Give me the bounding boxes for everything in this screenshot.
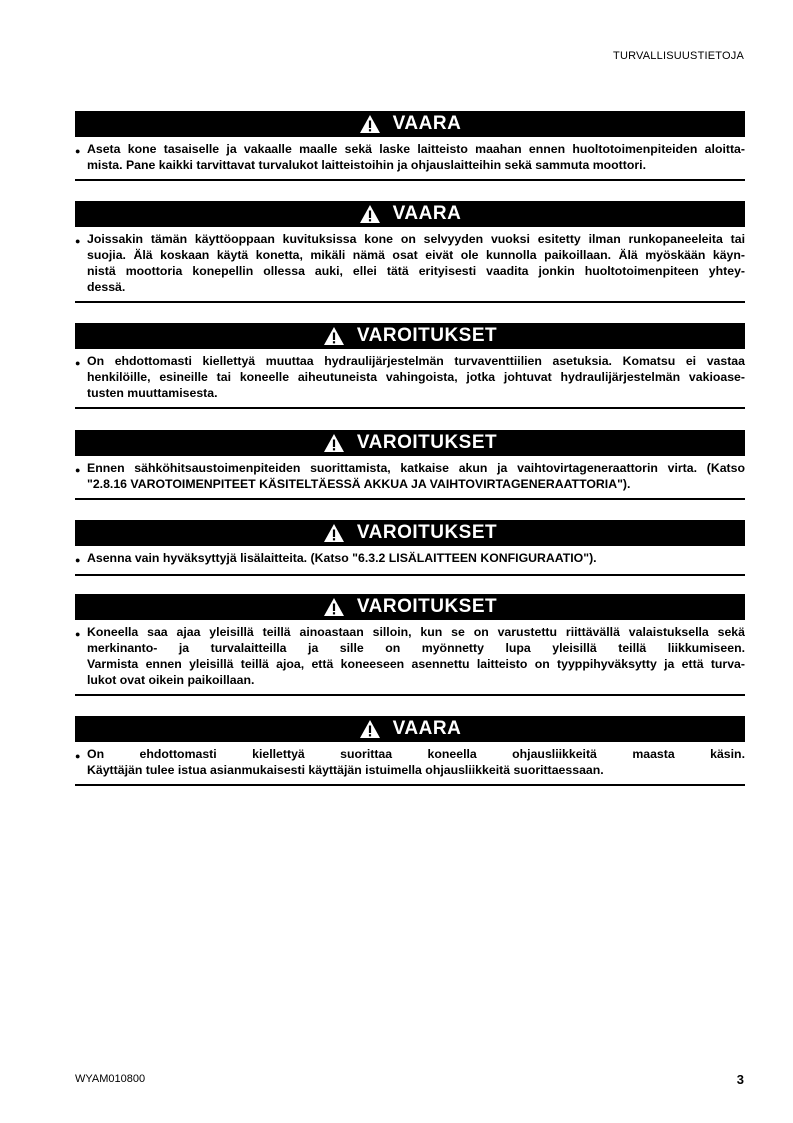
notice-text-line: tusten muuttamisesta.: [87, 386, 218, 400]
notice-text-line: merkinanto- ja turvalaitteilla ja sille on myönnetty lupa yleisillä teillä liikkumiseen.: [87, 641, 745, 655]
warning-triangle-icon: [323, 597, 345, 617]
notice-label: VAARA: [392, 113, 462, 134]
document-code: WYAM010800: [75, 1073, 146, 1085]
notice-body: [75, 137, 745, 179]
warning-triangle-icon: [359, 719, 381, 739]
notice-box: [75, 111, 745, 181]
notice-text-line: dessä.: [87, 280, 126, 294]
notice-header: [75, 520, 745, 546]
bullet-item: [75, 550, 745, 568]
notice-body: [75, 546, 745, 574]
warning-triangle-icon: [323, 523, 345, 543]
bullet-icon: ●: [75, 146, 81, 156]
warning-triangle-icon: [323, 433, 345, 453]
notice-header: [75, 594, 745, 620]
bullet-icon: ●: [75, 465, 81, 475]
notice-text-line: Varmista ennen yleisillä teillä ajoa, että koneeseen asennettu laitteisto on tyyppihyväksytty ja että turva-: [87, 657, 745, 671]
bullet-item: [75, 460, 745, 492]
notice-header: [75, 201, 745, 227]
bullet-icon: ●: [75, 555, 81, 565]
warning-triangle-icon: [359, 114, 381, 134]
notice-text-line: Asenna vain hyväksyttyjä lisälaitteita. (Katso "6.3.2 LISÄLAITTEEN KONFIGURAATIO").: [87, 551, 597, 565]
notice-label: VAROITUKSET: [356, 432, 498, 453]
notice-box: [75, 323, 745, 409]
bullet-icon: ●: [75, 629, 81, 639]
bullet-icon: ●: [75, 358, 81, 368]
notice-label: VAARA: [392, 718, 462, 739]
notice-header: [75, 323, 745, 349]
notice-label: VAROITUKSET: [356, 325, 498, 346]
bullet-item: [75, 141, 745, 173]
notice-box: [75, 594, 745, 696]
notice-label: VAARA: [392, 203, 462, 224]
bullet-item: [75, 746, 745, 778]
notice-box: [75, 430, 745, 500]
notice-text-line: Ennen sähköhitsaustoimenpiteiden suorittamista, katkaise akun ja vaihtovirtageneraattorin virta. (Katso: [87, 461, 745, 475]
notice-box: [75, 520, 745, 576]
page-header-title: TURVALLISUUSTIETOJA: [613, 50, 744, 62]
notice-text-line: Koneella saa ajaa yleisillä teillä ainoastaan silloin, kun se on varustettu riittävällä valaistuksella sekä: [87, 625, 745, 639]
page-number: 3: [736, 1072, 744, 1087]
notice-body: [75, 349, 745, 407]
notice-box: [75, 201, 745, 303]
notice-text-line: Aseta kone tasaiselle ja vakaalle maalle sekä laske laitteisto maahan ennen huoltotoimenpiteiden aloitta-: [87, 142, 745, 156]
notice-label: VAROITUKSET: [356, 596, 498, 617]
notice-text-line: On ehdottomasti kiellettyä suorittaa koneella ohjausliikkeitä maasta käsin.: [87, 747, 745, 761]
notice-text-line: Joissakin tämän käyttöoppaan kuvituksissa kone on selvyyden vuoksi esitetty ilman runkopaneeleita tai: [87, 232, 745, 246]
warning-triangle-icon: [323, 326, 345, 346]
notice-text-line: lukot ovat oikein paikoillaan.: [87, 673, 255, 687]
notice-body: [75, 742, 745, 784]
notice-text-line: suojia. Älä koskaan käytä konetta, mikäli nämä osat eivät ole kunnolla paikoillaan. Älä myöskään käyn-: [87, 248, 745, 262]
bullet-item: [75, 624, 745, 688]
notice-body: [75, 227, 745, 301]
bullet-icon: ●: [75, 236, 81, 246]
notice-text-line: On ehdottomasti kiellettyä muuttaa hydraulijärjestelmän turvaventtiilien asetuksia. Komatsu ei vastaa: [87, 354, 745, 368]
bullet-item: [75, 231, 745, 295]
notice-body: [75, 456, 745, 498]
notice-header: [75, 111, 745, 137]
bullet-item: [75, 353, 745, 401]
notice-body: [75, 620, 745, 694]
notice-text-line: Käyttäjän tulee istua asianmukaisesti käyttäjän istuimella ohjausliikkeitä suorittaessaan.: [87, 763, 604, 777]
bullet-icon: ●: [75, 751, 81, 761]
notice-text-line: "2.8.16 VAROTOIMENPITEET KÄSITELTÄESSÄ AKKUA JA VAIHTOVIRTAGENERAATTORIA").: [87, 477, 631, 491]
notice-text-line: nistä moottoria konepellin ollessa auki, ellei tätä erityisesti vaadita jonkin huoltotoimenpiteen yhtey-: [87, 264, 745, 278]
notice-header: [75, 716, 745, 742]
notice-header: [75, 430, 745, 456]
notice-text-line: mista. Pane kaikki tarvittavat turvalukot laitteistoihin ja ohjauslaitteihin sekä sammuta moottori.: [87, 158, 646, 172]
notice-text-line: henkilöille, esineille tai koneelle aiheutuneista vahingoista, jotka johtuvat hydraulijärjestelmän vakioase-: [87, 370, 745, 384]
warning-triangle-icon: [359, 204, 381, 224]
notice-box: [75, 716, 745, 786]
notice-label: VAROITUKSET: [356, 522, 498, 543]
